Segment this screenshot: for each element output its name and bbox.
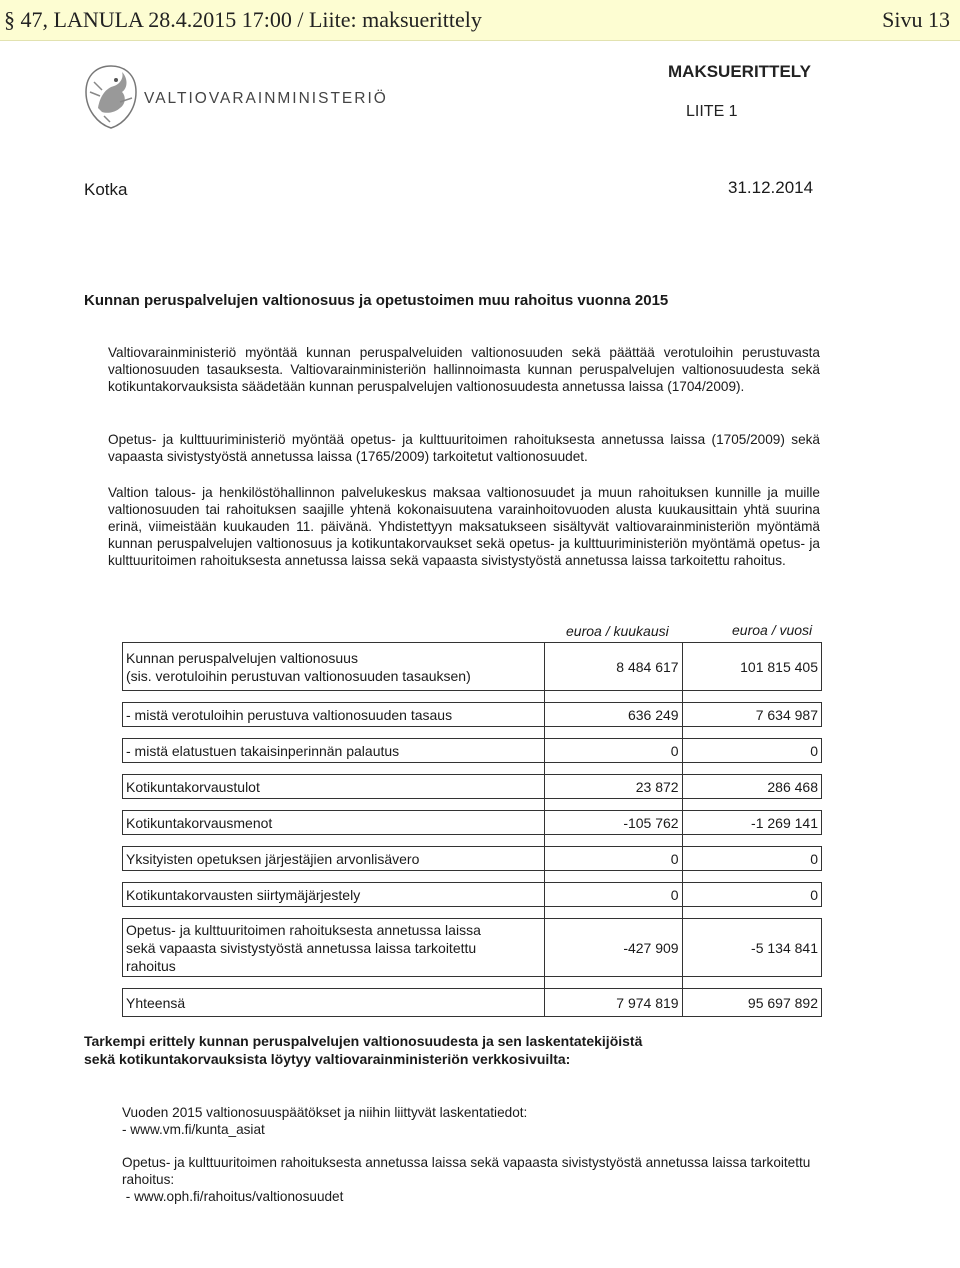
column-header-year: euroa / vuosi (732, 622, 813, 638)
row-label: - mistä elatustuen takaisinperinnän palautus (123, 739, 545, 763)
oph-link-block (122, 1154, 812, 1205)
row-year-value: 0 (682, 883, 821, 907)
table-spacer (123, 977, 822, 989)
paragraph-education: Opetus- ja kulttuuriministeriö myöntää opetus- ja kulttuuritoimen rahoituksesta annetussa laissa (1705/2009) sekä vapaasta sivistystyöstä annetussa laissa (1765/2009) tarkoitetut valtionosuudet. (108, 432, 820, 464)
row-year-value: 7 634 987 (682, 703, 821, 727)
table-row (123, 989, 822, 1017)
row-month-value: 23 872 (545, 775, 682, 799)
row-label: Kunnan peruspalvelujen valtionosuus (sis. verotuloihin perustuvan valtionosuuden tasauksen) (123, 643, 545, 691)
row-label: - mistä verotuloihin perustuva valtionosuuden tasaus (123, 703, 545, 727)
document-type: MAKSUERITTELY (668, 62, 811, 81)
page-number: Sivu 13 (882, 7, 950, 32)
row-label: Kotikuntakorvaustulot (123, 775, 545, 799)
row-label: Kotikuntakorvausmenot (123, 811, 545, 835)
table-row (123, 919, 822, 977)
row-year-value: 95 697 892 (682, 989, 821, 1017)
row-month-value: 0 (545, 847, 682, 871)
row-year-value: -5 134 841 (682, 919, 821, 977)
table-spacer (123, 691, 822, 703)
row-label: Kotikuntakorvausten siirtymäjärjestely (123, 883, 545, 907)
table-spacer (123, 835, 822, 847)
oph-link-url[interactable]: - www.oph.fi/rahoitus/valtionosuudet (122, 1189, 344, 1204)
row-month-value: -105 762 (545, 811, 682, 835)
payment-table (122, 642, 822, 1017)
row-label: Opetus- ja kulttuuritoimen rahoituksesta annetussa laissa sekä vapaasta sivistystyöstä annetussa laissa tarkoitettu rahoitus (123, 919, 545, 977)
table-row (123, 883, 822, 907)
ministry-name: VALTIOVARAINMINISTERIÖ (144, 90, 388, 107)
table-row (123, 811, 822, 835)
more-info-note (84, 1032, 642, 1068)
row-month-value: 8 484 617 (545, 643, 682, 691)
oph-link-description: Opetus- ja kulttuuritoimen rahoituksesta annetussa laissa sekä vapaasta sivistystyöstä annetussa laissa tarkoitettu rahoitus: (122, 1155, 811, 1187)
row-month-value: 636 249 (545, 703, 682, 727)
agenda-header-bar (0, 0, 960, 41)
municipality-name: Kotka (84, 180, 128, 199)
agenda-reference: § 47, LANULA 28.4.2015 17:00 / Liite: maksuerittely (4, 7, 482, 32)
row-year-value: -1 269 141 (682, 811, 821, 835)
table-row (123, 775, 822, 799)
table-row (123, 703, 822, 727)
table-spacer (123, 727, 822, 739)
lion-emblem-icon (80, 62, 142, 132)
more-info-line-2: sekä kotikuntakorvauksista löytyy valtiovarainministeriön verkkosivuilta: (84, 1051, 571, 1067)
vm-link-description: Vuoden 2015 valtionosuuspäätökset ja niihin liittyvät laskentatiedot: (122, 1105, 528, 1120)
row-year-value: 0 (682, 847, 821, 871)
paragraph-payment: Valtion talous- ja henkilöstöhallinnon palvelukeskus maksaa valtionosuudet ja muun rahoituksen kunnille ja muille valtionosuuden tai rahoituksen saajille yhtenä kokonaisuutena varainhoitovuoden alusta kuukausittain yhtä suurina erinä, viimeistään kuukauden 11. päivänä. Yhdistettyyn maksatukseen sisältyvät valtiovarainministeriön myöntämä kunnan peruspalvelujen valtionosuus ja kotikuntakorvaukset sekä opetus- ja kulttuuriministeriön myöntämä opetus- ja kulttuuritoimen rahoituksesta annetussa laissa sekä vapaasta sivistystyöstä annetussa laissa tarkoitettu rahoitus. (108, 485, 820, 568)
row-month-value: 7 974 819 (545, 989, 682, 1017)
document-title: Kunnan peruspalvelujen valtionosuus ja opetustoimen muu rahoitus vuonna 2015 (84, 292, 669, 309)
table-spacer (123, 871, 822, 883)
paragraph-ministry: Valtiovarainministeriö myöntää kunnan peruspalveluiden valtionosuuden sekä päättää verotuloihin perustuvasta valtionosuuden tasauksesta. Valtiovarainministeriön hallinnoimasta kunnan peruspalvelujen valtionosuudesta sekä kotikuntakorvauksista säädetään kunnan peruspalvelujen valtionosuudesta annetussa laissa (1704/2009). (108, 345, 820, 394)
row-month-value: 0 (545, 739, 682, 763)
table-spacer (123, 907, 822, 919)
row-month-value: -427 909 (545, 919, 682, 977)
vm-link-block (122, 1104, 527, 1138)
row-year-value: 286 468 (682, 775, 821, 799)
document-date: 31.12.2014 (728, 178, 814, 197)
column-header-month: euroa / kuukausi (566, 623, 669, 639)
row-month-value: 0 (545, 883, 682, 907)
table-row (123, 739, 822, 763)
row-label: Yhteensä (123, 989, 545, 1017)
table-spacer (123, 799, 822, 811)
row-year-value: 0 (682, 739, 821, 763)
table-row (123, 847, 822, 871)
vm-link-url[interactable]: - www.vm.fi/kunta_asiat (122, 1122, 265, 1137)
row-year-value: 101 815 405 (682, 643, 821, 691)
attachment-label: LIITE 1 (686, 103, 738, 120)
row-label: Yksityisten opetuksen järjestäjien arvonlisävero (123, 847, 545, 871)
table-row (123, 643, 822, 691)
more-info-line-1: Tarkempi erittely kunnan peruspalvelujen valtionosuudesta ja sen laskentatekijöistä (84, 1033, 643, 1049)
table-spacer (123, 763, 822, 775)
